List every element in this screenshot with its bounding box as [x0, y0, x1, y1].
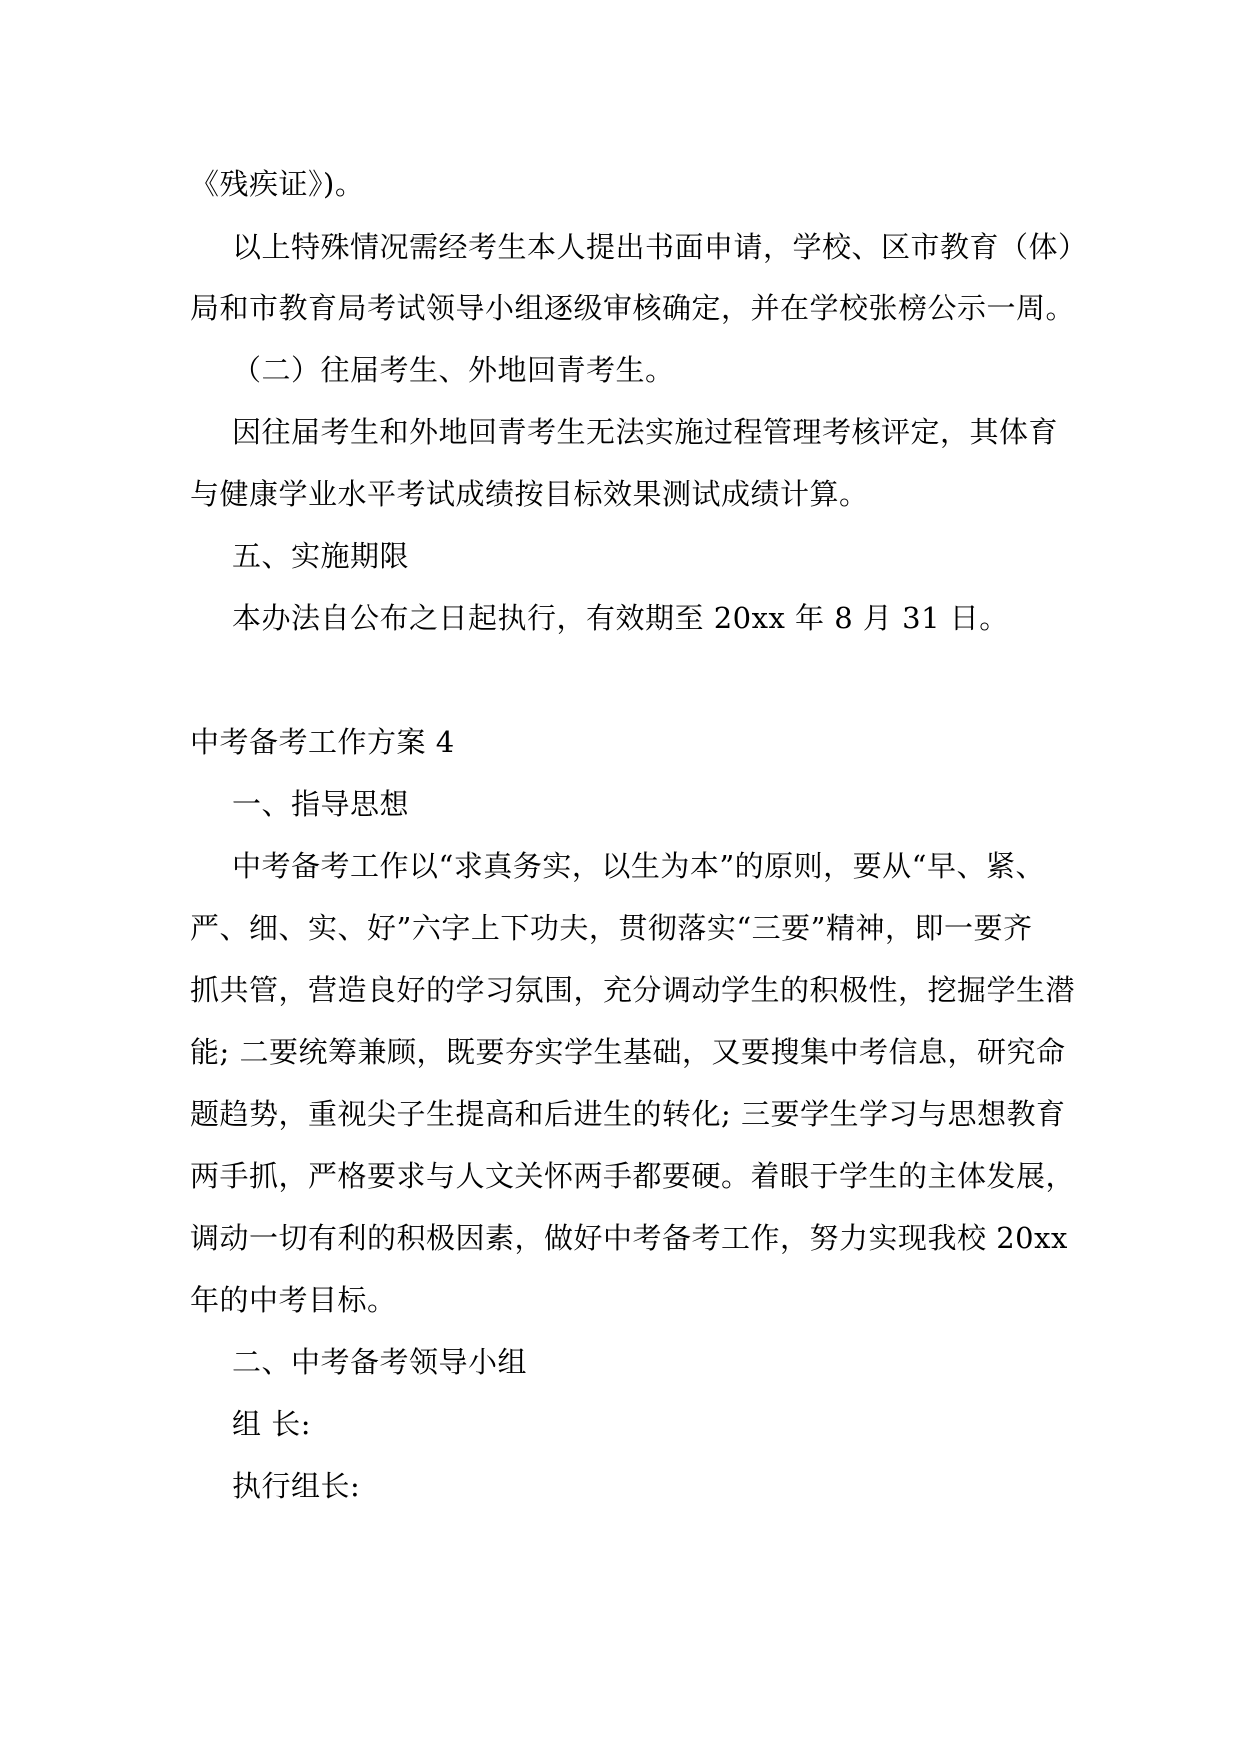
paragraph-line: 调动一切有利的积极因素，做好中考备考工作，努力实现我校 20xx [190, 1221, 1068, 1255]
paragraph-line: 以上特殊情况需经考生本人提出书面申请，学校、区市教育（体） [232, 230, 1088, 264]
paragraph-line: 组 长: [232, 1407, 311, 1441]
paragraph-line: 《残疾证》)。 [190, 167, 365, 201]
section-heading: 一、指导思想 [232, 787, 410, 821]
paragraph-line: 两手抓，严格要求与人文关怀两手都要硬。着眼于学生的主体发展， [190, 1159, 1076, 1193]
paragraph-line: 中考备考工作以“求真务实，以生为本”的原则，要从“早、紧、 [232, 849, 1045, 883]
paragraph-line: 与健康学业水平考试成绩按目标效果测试成绩计算。 [190, 477, 869, 511]
paragraph-line: 局和市教育局考试领导小组逐级审核确定，并在学校张榜公示一周。 [190, 291, 1076, 325]
document-title: 中考备考工作方案 4 [190, 725, 455, 759]
paragraph-line: 因往届考生和外地回青考生无法实施过程管理考核评定，其体育 [232, 415, 1059, 449]
paragraph-line: 执行组长: [232, 1469, 361, 1503]
paragraph-line: 能; 二要统筹兼顾，既要夯实学生基础，又要搜集中考信息，研究命 [190, 1035, 1066, 1069]
section-heading: 五、实施期限 [232, 539, 410, 573]
paragraph-line: 题趋势，重视尖子生提高和后进生的转化; 三要学生学习与思想教育 [190, 1097, 1066, 1131]
section-heading: 二、中考备考领导小组 [232, 1345, 528, 1379]
paragraph-line: 本办法自公布之日起执行，有效期至 20xx 年 8 月 31 日。 [232, 601, 1009, 635]
section-heading: （二）往届考生、外地回青考生。 [232, 353, 675, 387]
paragraph-line: 抓共管，营造良好的学习氛围，充分调动学生的积极性，挖掘学生潜 [190, 973, 1076, 1007]
paragraph-line: 严、细、实、好”六字上下功夫，贯彻落实“三要”精神，即一要齐 [190, 911, 1033, 945]
paragraph-line: 年的中考目标。 [190, 1283, 397, 1317]
